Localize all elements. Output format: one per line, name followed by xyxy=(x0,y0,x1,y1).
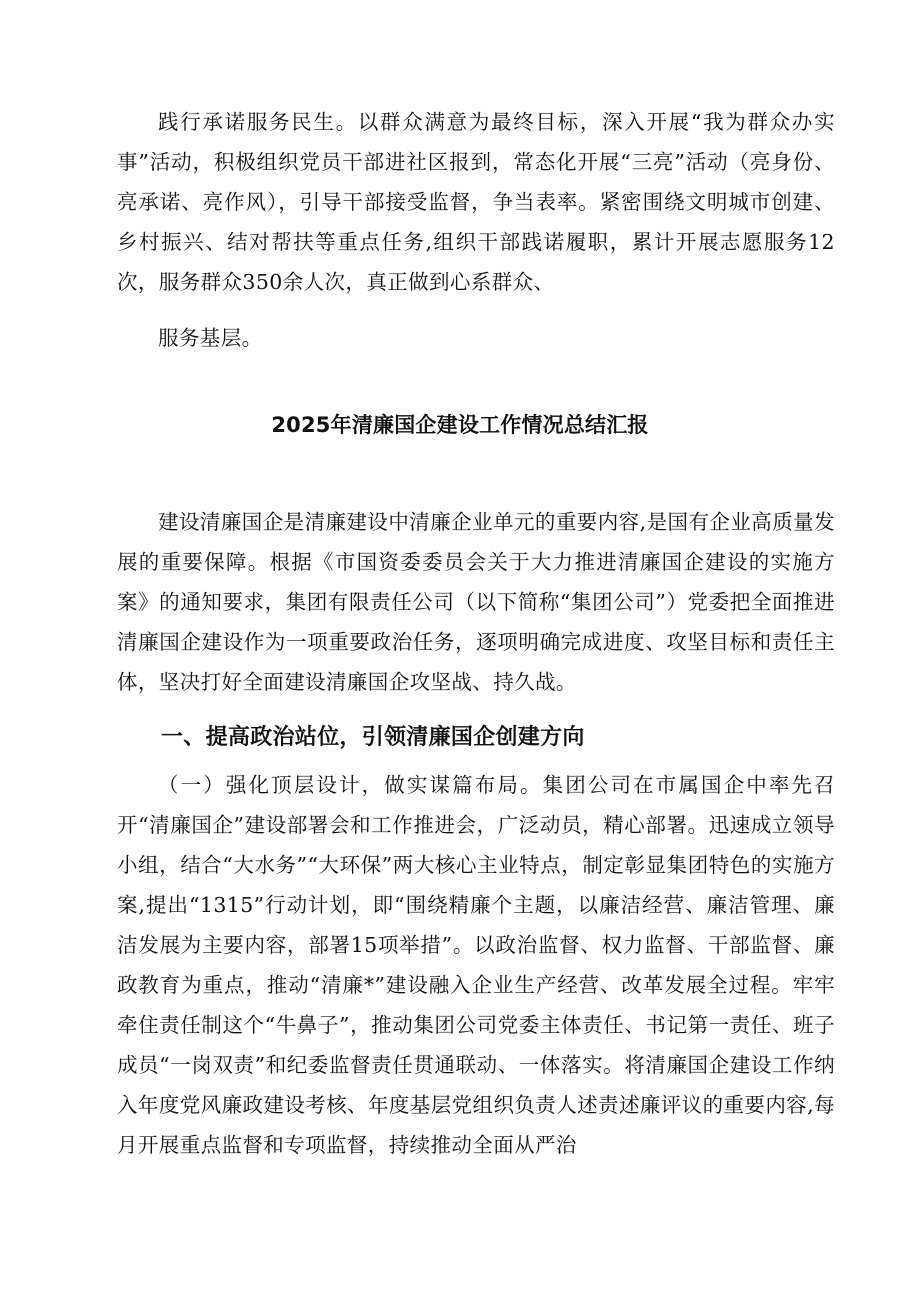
section-heading-1: 一、提高政治站位，引领清廉国企创建方向 xyxy=(161,725,585,750)
paragraph-section-1-1: （一）强化顶层设计，做实谋篇布局。集团公司在市属国企中率先召开“清廉国企”建设部署会和工作推进会，广泛动员，精心部署。迅速成立领导小组，结合“大水务”“大环保”两大核心主业特点，制定彰显集团特色的实施方案,提出“1315”行动计划，即“围绕精廉个主题，以廉洁经营、廉洁管理、廉洁发展为主要内容，部署15项举措”。以政治监督、权力监督、干部监督、廉政教育为重点，推动“清廉*”建设融入企业生产经营、改革发展全过程。牢牢牵住责任制这个“牛鼻子”，推动集团公司党委主体责任、书记第一责任、班子成员“一岗双责”和纪委监督责任贯通联动、一体落实。将清廉国企建设工作纳入年度党风廉政建设考核、年度基层党组织负责人述责述廉评议的重要内容,每月开展重点监督和专项监督，持续推动全面从严治 xyxy=(117,773,835,1157)
paragraph-intro: 建设清廉国企是清廉建设中清廉企业单元的重要内容,是国有企业高质量发展的重要保障。根据《市国资委委员会关于大力推进清廉国企建设的实施方案》的通知要求，集团有限责任公司（以下简称“集团公司”）党委把全面推进清廉国企建设作为一项重要政治任务，逐项明确完成进度、攻坚目标和责任主体，坚决打好全面建设清廉国企攻坚战、持久战。 xyxy=(117,510,835,694)
document-title: 2025年清廉国企建设工作情况总结汇报 xyxy=(271,413,649,437)
paragraph-serve-grassroots: 服务基层。 xyxy=(158,326,263,350)
paragraph-serve-livelihood: 践行承诺服务民生。以群众满意为最终目标，深入开展“我为群众办实事”活动，积极组织党员干部进社区报到，常态化开展“三亮”活动（亮身份、亮承诺、亮作风），引导干部接受监督，争当表率。紧密围绕文明城市创建、乡村振兴、结对帮扶等重点任务,组织干部践诺履职，累计开展志愿服务12次，服务群众350余人次，真正做到心系群众、 xyxy=(117,110,835,294)
